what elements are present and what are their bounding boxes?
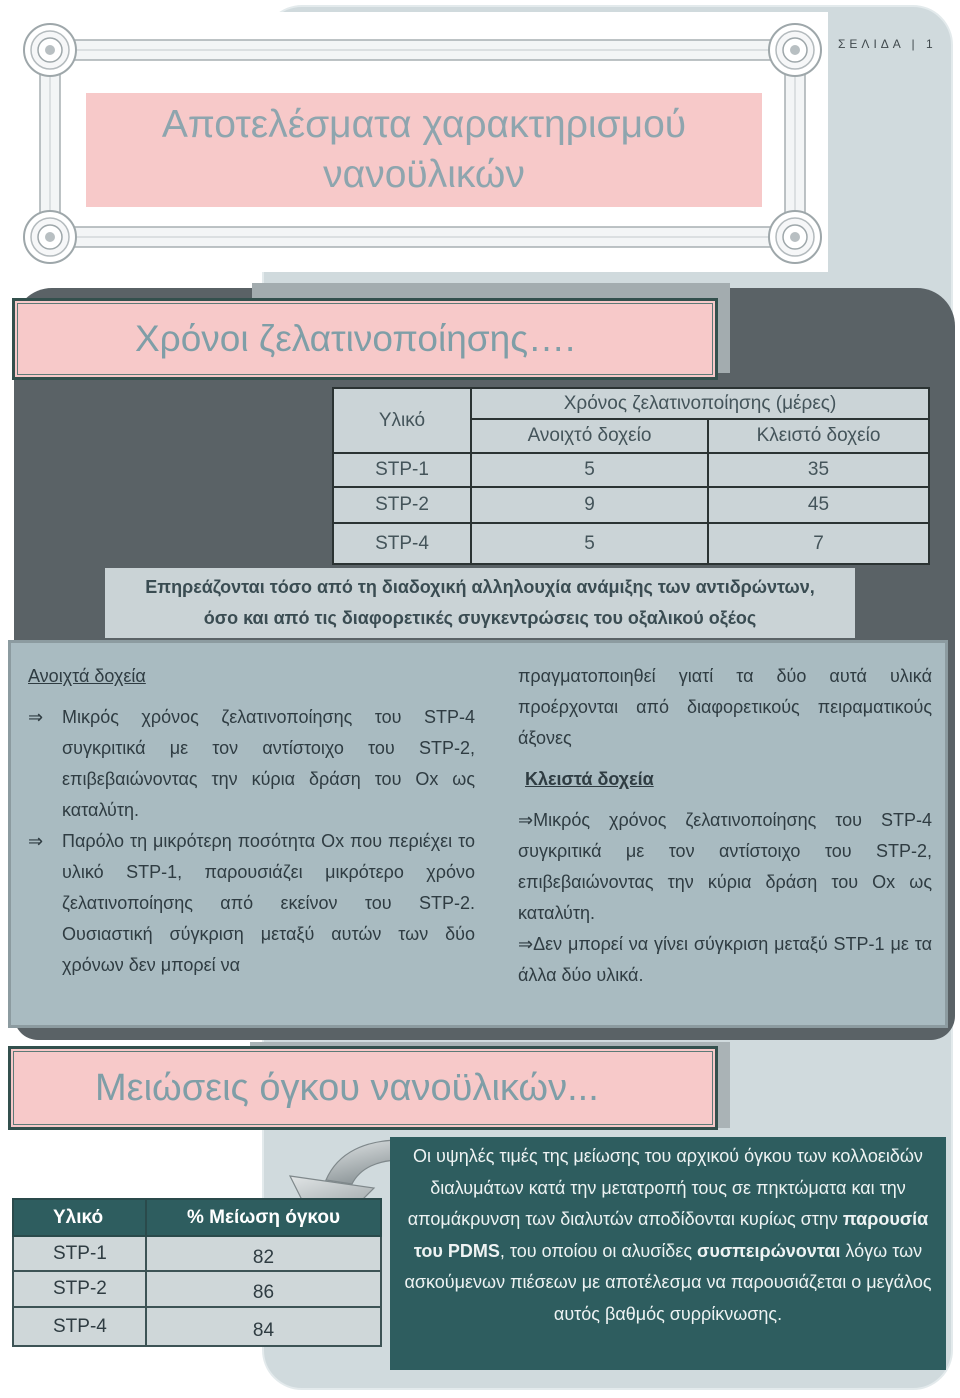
list-item bbox=[518, 929, 932, 991]
explanation-emphasis: συσπειρώνονται bbox=[697, 1240, 841, 1261]
closed-value-cell: 7 bbox=[708, 523, 929, 564]
open-containers-continuation: πραγματοποιηθεί γιατί τα δύο αυτά υλικά προέρχονται από διαφορετικούς πειραματικούς άξονες bbox=[518, 666, 932, 748]
gelation-note-line: όσο και από τις διαφορετικές συγκεντρώσεις του οξαλικού οξέος bbox=[203, 608, 757, 628]
frame-rail-left bbox=[40, 74, 60, 214]
closed-value-cell: 45 bbox=[708, 487, 929, 523]
table-row bbox=[13, 1236, 381, 1271]
double-arrow-icon bbox=[518, 934, 533, 954]
gelation-heading-box bbox=[12, 298, 718, 380]
open-containers-list bbox=[28, 702, 475, 981]
volume-reduction-table bbox=[12, 1198, 382, 1347]
table-header-row bbox=[333, 388, 929, 419]
gelation-note-line: Επηρεάζονται τόσο από τη διαδοχική αλληλουχία ανάμιξης των αντιδρώντων, bbox=[145, 577, 815, 597]
page-separator: | bbox=[911, 37, 919, 51]
table-row bbox=[333, 487, 929, 523]
frame-ring-icon bbox=[24, 211, 76, 263]
gelation-heading: Χρόνοι ζελατινοποίησης…. bbox=[135, 318, 576, 359]
list-item bbox=[518, 805, 932, 929]
material-cell: STP-1 bbox=[13, 1236, 146, 1271]
list-item bbox=[28, 826, 475, 981]
explanation-text: , του οποίου οι αλυσίδες bbox=[499, 1240, 698, 1261]
double-arrow-icon bbox=[518, 810, 533, 830]
reduction-value-cell: 86 bbox=[146, 1271, 381, 1307]
open-containers-column bbox=[28, 661, 475, 981]
table-row bbox=[13, 1271, 381, 1307]
reduction-heading-box bbox=[8, 1046, 718, 1130]
page-label: ΣΕΛΙΔΑ bbox=[838, 37, 905, 51]
frame-rail-right bbox=[785, 74, 805, 214]
explanation-text: λόγω των ασκούμενων πιέσεων με αποτέλεσμα να παρουσιάζεται ο μεγάλος αυτός βαθμός συρρίκνωσης. bbox=[404, 1240, 932, 1324]
open-container-header: Ανοιχτό δοχείο bbox=[471, 419, 708, 453]
reduction-value-cell: 82 bbox=[146, 1236, 381, 1271]
open-value-cell: 5 bbox=[471, 523, 708, 564]
gelation-time-table bbox=[332, 387, 930, 565]
explanation-text: Οι υψηλές τιμές της μείωσης του αρχικού όγκου των κολλοειδών διαλυμάτων κατά την μετατροπή τους σε πηκτώματα και την απομάκρυνση των διαλυτών αποδίδονται κυρίως στην bbox=[407, 1146, 923, 1229]
closed-value-cell: 35 bbox=[708, 453, 929, 487]
double-arrow-icon bbox=[28, 826, 43, 857]
material-cell: STP-2 bbox=[333, 487, 471, 523]
page-title-line: νανοϋλικών bbox=[323, 153, 525, 196]
list-item bbox=[28, 702, 475, 826]
table-row bbox=[333, 453, 929, 487]
frame-rail-top bbox=[74, 40, 772, 60]
frame-ring-icon bbox=[769, 24, 821, 76]
page-number: 1 bbox=[925, 37, 937, 51]
frame-ring-icon bbox=[24, 24, 76, 76]
closed-containers-column bbox=[518, 661, 932, 991]
gelation-time-header: Χρόνος ζελατινοποίησης (μέρες) bbox=[471, 388, 929, 419]
material-header: Υλικό bbox=[13, 1199, 146, 1236]
list-item-text: Μικρός χρόνος ζελατινοποίησης του STP-4 συγκριτικά με τον αντίστοιχο του STP-2, επιβεβαιώνοντας την κύρια δράση του Ox ως καταλύτη. bbox=[62, 707, 475, 820]
closed-containers-list bbox=[518, 805, 932, 991]
material-cell: STP-4 bbox=[13, 1307, 146, 1346]
list-item-text: Μικρός χρόνος ζελατινοποίησης του STP-4 συγκριτικά με τον αντίστοιχο του STP-2, επιβεβαιώνοντας την κύρια δράση του Ox ως καταλύτη. bbox=[518, 810, 932, 923]
material-cell: STP-1 bbox=[333, 453, 471, 487]
material-cell: STP-4 bbox=[333, 523, 471, 564]
reduction-header: % Μείωση όγκου bbox=[146, 1199, 381, 1236]
open-value-cell: 9 bbox=[471, 487, 708, 523]
table-row bbox=[13, 1307, 381, 1346]
page-title-line: Αποτελέσματα χαρακτηρισμού bbox=[161, 103, 687, 146]
reduction-value-cell: 84 bbox=[146, 1307, 381, 1346]
frame-rail-bottom bbox=[74, 227, 772, 247]
gelation-note bbox=[105, 568, 855, 638]
list-item-text: Παρόλο τη μικρότερη ποσότητα Ox που περιέχει το υλικό STP-1, παρουσιάζει μικρότερο χρόνο ζελατινοποίησης από εκείνον του STP-2. Ουσιαστική σύγκριση μεταξύ αυτών των δύο χρόνων δεν μπορεί να bbox=[62, 831, 475, 975]
double-arrow-icon bbox=[28, 702, 43, 733]
open-containers-heading: Ανοιχτά δοχεία bbox=[28, 666, 146, 686]
reduction-explanation bbox=[390, 1137, 946, 1370]
material-cell: STP-2 bbox=[13, 1271, 146, 1307]
table-header-row bbox=[13, 1199, 381, 1236]
open-value-cell: 5 bbox=[471, 453, 708, 487]
table-row bbox=[333, 523, 929, 564]
page-number-header bbox=[838, 37, 937, 51]
closed-containers-heading: Κλειστά δοχεία bbox=[525, 769, 654, 789]
frame-ring-icon bbox=[769, 211, 821, 263]
reduction-heading: Μειώσεις όγκου νανοϋλικών... bbox=[95, 1067, 599, 1109]
page-title bbox=[86, 93, 762, 207]
material-header: Υλικό bbox=[333, 388, 471, 453]
explanation-emphasis: παρουσία του PDMS bbox=[413, 1209, 929, 1261]
list-item-text: Δεν μπορεί να γίνει σύγκριση μεταξύ STP-1 με τα άλλα δύο υλικά. bbox=[518, 934, 932, 985]
closed-container-header: Κλειστό δοχείο bbox=[708, 419, 929, 453]
